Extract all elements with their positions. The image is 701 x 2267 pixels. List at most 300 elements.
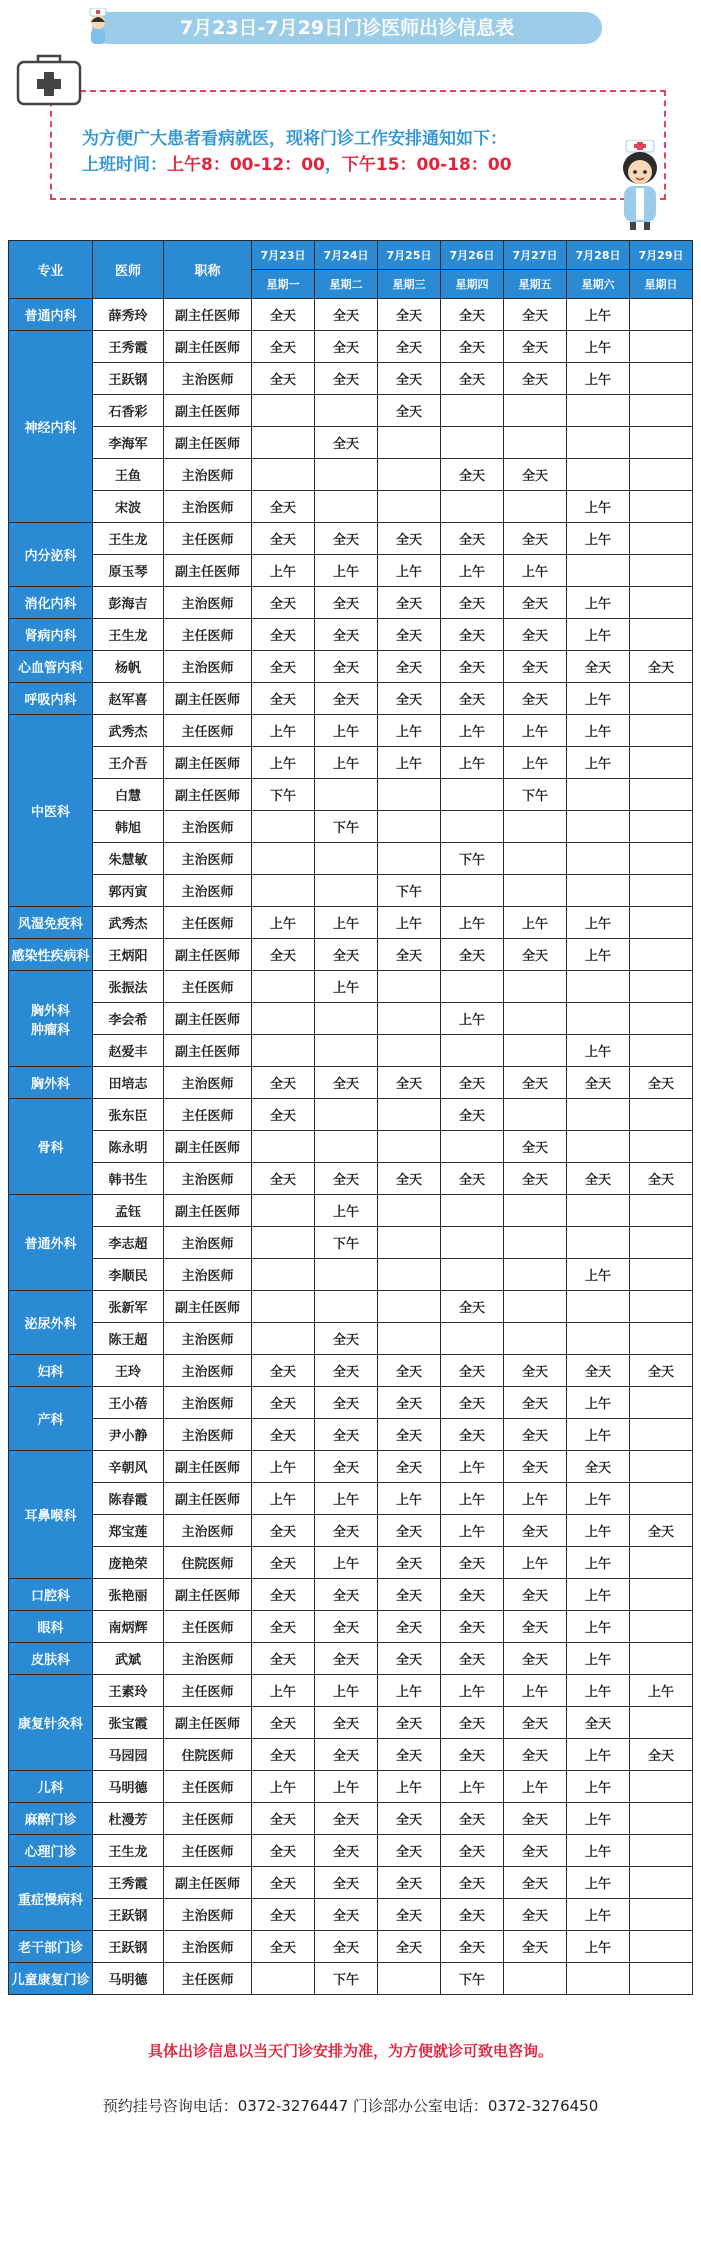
schedule-slot-cell: 全天: [378, 683, 441, 715]
table-row: [9, 715, 693, 747]
schedule-slot-cell: 全天: [441, 1291, 504, 1323]
schedule-slot-cell: [315, 779, 378, 811]
doctor-title-cell: 主治医师: [164, 1163, 252, 1195]
department-cell: 中医科: [9, 715, 93, 907]
schedule-slot-cell: [630, 1035, 693, 1067]
table-row: [9, 747, 693, 779]
schedule-slot-cell: [378, 1963, 441, 1995]
table-row: [9, 1131, 693, 1163]
schedule-slot-cell: 全天: [441, 1803, 504, 1835]
department-cell: 泌尿外科: [9, 1291, 93, 1355]
schedule-slot-cell: 全天: [567, 651, 630, 683]
doctor-title-cell: 主任医师: [164, 1835, 252, 1867]
schedule-slot-cell: 上午: [252, 747, 315, 779]
schedule-slot-cell: 上午: [567, 747, 630, 779]
doctor-title-cell: 副主任医师: [164, 1579, 252, 1611]
doctor-name-cell: 赵爱丰: [93, 1035, 164, 1067]
doctor-title-cell: 主任医师: [164, 1771, 252, 1803]
schedule-slot-cell: [630, 1963, 693, 1995]
schedule-slot-cell: 上午: [441, 1771, 504, 1803]
schedule-slot-cell: [441, 1195, 504, 1227]
schedule-slot-cell: [378, 491, 441, 523]
doctor-name-cell: 石香彩: [93, 395, 164, 427]
schedule-slot-cell: [630, 363, 693, 395]
schedule-slot-cell: 全天: [441, 1835, 504, 1867]
weekday-header: 星期二: [315, 270, 378, 299]
morning-hours: 上午8：00-12：00: [167, 155, 325, 175]
department-cell: 产科: [9, 1387, 93, 1451]
schedule-slot-cell: 上午: [315, 715, 378, 747]
date-header: 7月23日: [252, 241, 315, 270]
schedule-slot-cell: 全天: [252, 1387, 315, 1419]
schedule-slot-cell: 上午: [567, 1899, 630, 1931]
doctor-title-cell: 主治医师: [164, 1899, 252, 1931]
schedule-slot-cell: 全天: [504, 1643, 567, 1675]
doctor-title-cell: 副主任医师: [164, 395, 252, 427]
schedule-slot-cell: [378, 1195, 441, 1227]
schedule-slot-cell: [504, 843, 567, 875]
doctor-title-cell: 主治医师: [164, 843, 252, 875]
schedule-slot-cell: 全天: [315, 523, 378, 555]
schedule-slot-cell: 上午: [441, 747, 504, 779]
department-cell: 眼科: [9, 1611, 93, 1643]
schedule-slot-cell: 全天: [441, 587, 504, 619]
schedule-slot-cell: [441, 811, 504, 843]
schedule-slot-cell: [441, 1035, 504, 1067]
schedule-slot-cell: [630, 1003, 693, 1035]
schedule-slot-cell: 全天: [504, 1739, 567, 1771]
schedule-slot-cell: [315, 1131, 378, 1163]
schedule-slot-cell: 全天: [315, 587, 378, 619]
schedule-slot-cell: 全天: [504, 523, 567, 555]
schedule-slot-cell: 上午: [567, 331, 630, 363]
table-row: [9, 1515, 693, 1547]
schedule-slot-cell: [630, 1291, 693, 1323]
schedule-slot-cell: 全天: [441, 1643, 504, 1675]
doctor-title-cell: 主治医师: [164, 459, 252, 491]
doctor-title-cell: 副主任医师: [164, 555, 252, 587]
department-cell: 皮肤科: [9, 1643, 93, 1675]
schedule-slot-cell: [378, 427, 441, 459]
table-row: [9, 939, 693, 971]
schedule-slot-cell: 上午: [441, 555, 504, 587]
title-banner: [92, 12, 602, 44]
doctor-title-cell: 主治医师: [164, 491, 252, 523]
doctor-title-cell: 主治医师: [164, 363, 252, 395]
schedule-slot-cell: 下午: [315, 1963, 378, 1995]
table-row: [9, 651, 693, 683]
schedule-slot-cell: [630, 299, 693, 331]
schedule-slot-cell: 全天: [315, 1387, 378, 1419]
table-row: [9, 363, 693, 395]
schedule-slot-cell: 上午: [567, 1675, 630, 1707]
doctor-name-cell: 王跃钢: [93, 1899, 164, 1931]
schedule-slot-cell: 全天: [252, 1899, 315, 1931]
table-row: [9, 491, 693, 523]
schedule-slot-cell: [567, 875, 630, 907]
department-cell: 重症慢病科: [9, 1867, 93, 1931]
schedule-slot-cell: 全天: [504, 1419, 567, 1451]
schedule-slot-cell: 全天: [504, 683, 567, 715]
schedule-slot-cell: 全天: [504, 1163, 567, 1195]
department-cell: 康复针灸科: [9, 1675, 93, 1771]
schedule-slot-cell: 全天: [315, 1867, 378, 1899]
schedule-slot-cell: 下午: [441, 1963, 504, 1995]
schedule-slot-cell: 全天: [378, 1579, 441, 1611]
schedule-slot-cell: [252, 427, 315, 459]
table-row: [9, 523, 693, 555]
schedule-slot-cell: 全天: [378, 1355, 441, 1387]
schedule-slot-cell: 下午: [378, 875, 441, 907]
doctor-name-cell: 李顺民: [93, 1259, 164, 1291]
table-row: [9, 843, 693, 875]
table-row: [9, 907, 693, 939]
doctor-title-cell: 副主任医师: [164, 331, 252, 363]
schedule-slot-cell: [630, 811, 693, 843]
schedule-slot-cell: 全天: [504, 1707, 567, 1739]
schedule-slot-cell: 全天: [315, 1931, 378, 1963]
schedule-slot-cell: 全天: [252, 1867, 315, 1899]
schedule-slot-cell: 全天: [378, 1067, 441, 1099]
schedule-slot-cell: [630, 427, 693, 459]
doctor-title-cell: 副主任医师: [164, 779, 252, 811]
doctor-name-cell: 王素玲: [93, 1675, 164, 1707]
schedule-slot-cell: 全天: [504, 619, 567, 651]
schedule-slot-cell: 全天: [504, 331, 567, 363]
doctor-name-cell: 王小蓓: [93, 1387, 164, 1419]
doctor-name-cell: 宋波: [93, 491, 164, 523]
schedule-slot-cell: 全天: [315, 363, 378, 395]
schedule-slot-cell: [315, 1291, 378, 1323]
schedule-slot-cell: [441, 1323, 504, 1355]
schedule-slot-cell: [630, 971, 693, 1003]
schedule-slot-cell: [630, 1227, 693, 1259]
schedule-slot-cell: [630, 491, 693, 523]
schedule-slot-cell: [504, 1195, 567, 1227]
schedule-slot-cell: [630, 555, 693, 587]
contact-phones: 预约挂号咨询电话：0372-3276447 门诊部办公室电话：0372-3276450: [102, 2097, 599, 2115]
schedule-slot-cell: 上午: [441, 1675, 504, 1707]
schedule-slot-cell: 上午: [315, 1771, 378, 1803]
table-row: [9, 1611, 693, 1643]
schedule-slot-cell: [378, 1259, 441, 1291]
schedule-slot-cell: [567, 1963, 630, 1995]
schedule-slot-cell: [441, 875, 504, 907]
schedule-slot-cell: [378, 1131, 441, 1163]
schedule-slot-cell: 全天: [441, 619, 504, 651]
schedule-slot-cell: 上午: [252, 1483, 315, 1515]
schedule-slot-cell: 全天: [441, 299, 504, 331]
schedule-slot-cell: 全天: [315, 1163, 378, 1195]
doctor-name-cell: 赵军喜: [93, 683, 164, 715]
schedule-slot-cell: [630, 1643, 693, 1675]
schedule-slot-cell: 全天: [315, 651, 378, 683]
schedule-slot-cell: 上午: [567, 1579, 630, 1611]
table-row: [9, 587, 693, 619]
schedule-slot-cell: [630, 779, 693, 811]
schedule-slot-cell: 上午: [567, 1483, 630, 1515]
doctor-title-cell: 主治医师: [164, 1643, 252, 1675]
schedule-slot-cell: 全天: [630, 1739, 693, 1771]
doctor-name-cell: 李海军: [93, 427, 164, 459]
schedule-slot-cell: [378, 843, 441, 875]
table-row: [9, 1899, 693, 1931]
schedule-slot-cell: [504, 811, 567, 843]
table-row: [9, 875, 693, 907]
department-cell: 胸外科 肿瘤科: [9, 971, 93, 1067]
schedule-slot-cell: 全天: [378, 523, 441, 555]
doctor-name-cell: 孟钰: [93, 1195, 164, 1227]
doctor-title-cell: 主治医师: [164, 1355, 252, 1387]
schedule-slot-cell: [630, 1131, 693, 1163]
doctor-title-cell: 副主任医师: [164, 1867, 252, 1899]
weekday-header: 星期一: [252, 270, 315, 299]
doctor-title-cell: 主治医师: [164, 1515, 252, 1547]
schedule-slot-cell: 上午: [315, 971, 378, 1003]
schedule-slot-cell: 全天: [441, 523, 504, 555]
schedule-slot-cell: 全天: [441, 1547, 504, 1579]
schedule-slot-cell: 上午: [504, 555, 567, 587]
table-row: [9, 427, 693, 459]
schedule-slot-cell: 全天: [504, 1579, 567, 1611]
schedule-slot-cell: 上午: [567, 1931, 630, 1963]
doctor-title-cell: 主任医师: [164, 619, 252, 651]
schedule-slot-cell: [504, 395, 567, 427]
schedule-slot-cell: [504, 1259, 567, 1291]
schedule-slot-cell: [567, 427, 630, 459]
schedule-slot-cell: [252, 395, 315, 427]
schedule-slot-cell: [252, 1259, 315, 1291]
doctor-name-cell: 王生龙: [93, 1835, 164, 1867]
schedule-slot-cell: [630, 939, 693, 971]
table-row: [9, 619, 693, 651]
schedule-slot-cell: 全天: [441, 1931, 504, 1963]
nurse-icon: [85, 8, 111, 46]
doctor-title-cell: 住院医师: [164, 1739, 252, 1771]
schedule-slot-cell: 下午: [315, 1227, 378, 1259]
doctor-name-cell: 彭海吉: [93, 587, 164, 619]
schedule-slot-cell: 上午: [567, 1643, 630, 1675]
schedule-slot-cell: [630, 1771, 693, 1803]
doctor-title-cell: 副主任医师: [164, 939, 252, 971]
schedule-slot-cell: 全天: [378, 1515, 441, 1547]
schedule-slot-cell: 全天: [378, 1867, 441, 1899]
table-row: [9, 1259, 693, 1291]
department-cell: 肾病内科: [9, 619, 93, 651]
schedule-slot-cell: 全天: [504, 651, 567, 683]
schedule-slot-cell: [252, 459, 315, 491]
doctor-title-cell: 主任医师: [164, 715, 252, 747]
schedule-slot-cell: [504, 1291, 567, 1323]
schedule-slot-cell: [378, 971, 441, 1003]
schedule-slot-cell: [567, 1099, 630, 1131]
schedule-slot-cell: 全天: [315, 683, 378, 715]
schedule-slot-cell: 全天: [378, 299, 441, 331]
doctor-name-cell: 韩书生: [93, 1163, 164, 1195]
doctor-title-cell: 副主任医师: [164, 1707, 252, 1739]
schedule-slot-cell: [567, 811, 630, 843]
schedule-slot-cell: [315, 459, 378, 491]
schedule-slot-cell: 上午: [315, 1483, 378, 1515]
table-row: [9, 683, 693, 715]
schedule-slot-cell: 全天: [252, 363, 315, 395]
doctor-title-cell: 主任医师: [164, 523, 252, 555]
table-row: [9, 1067, 693, 1099]
schedule-slot-cell: [252, 1963, 315, 1995]
doctor-title-cell: 主任医师: [164, 1675, 252, 1707]
schedule-slot-cell: 上午: [252, 555, 315, 587]
schedule-slot-cell: 上午: [630, 1675, 693, 1707]
schedule-slot-cell: 全天: [252, 1547, 315, 1579]
department-cell: 普通外科: [9, 1195, 93, 1291]
doctor-name-cell: 武斌: [93, 1643, 164, 1675]
schedule-slot-cell: [504, 1003, 567, 1035]
schedule-slot-cell: 全天: [441, 1739, 504, 1771]
schedule-slot-cell: [567, 1195, 630, 1227]
weekday-header: 星期五: [504, 270, 567, 299]
schedule-slot-cell: [630, 1931, 693, 1963]
schedule-slot-cell: 全天: [441, 1707, 504, 1739]
schedule-slot-cell: 全天: [441, 331, 504, 363]
table-row: [9, 1163, 693, 1195]
schedule-slot-cell: [441, 1131, 504, 1163]
doctor-name-cell: 张新军: [93, 1291, 164, 1323]
schedule-slot-cell: 上午: [567, 363, 630, 395]
schedule-slot-cell: 上午: [315, 1675, 378, 1707]
doctor-title-cell: 主治医师: [164, 1323, 252, 1355]
schedule-slot-cell: 上午: [567, 1547, 630, 1579]
schedule-slot-cell: 上午: [315, 1547, 378, 1579]
doctor-name-cell: 南炳辉: [93, 1611, 164, 1643]
schedule-slot-cell: 全天: [504, 299, 567, 331]
doctor-title-cell: 主任医师: [164, 1963, 252, 1995]
doctor-name-cell: 郑宝莲: [93, 1515, 164, 1547]
schedule-slot-cell: [252, 1195, 315, 1227]
schedule-slot-cell: [630, 747, 693, 779]
schedule-slot-cell: 上午: [378, 1771, 441, 1803]
doctor-name-cell: 薛秀玲: [93, 299, 164, 331]
table-row: [9, 811, 693, 843]
doctor-title-cell: 副主任医师: [164, 1483, 252, 1515]
schedule-slot-cell: 全天: [252, 651, 315, 683]
schedule-slot-cell: 全天: [378, 1419, 441, 1451]
schedule-slot-cell: 上午: [504, 715, 567, 747]
table-row: [9, 1547, 693, 1579]
doctor-title-cell: 主治医师: [164, 1259, 252, 1291]
doctor-name-cell: 张东臣: [93, 1099, 164, 1131]
schedule-slot-cell: 全天: [315, 1611, 378, 1643]
schedule-slot-cell: 上午: [567, 1515, 630, 1547]
doctor-title-cell: 副主任医师: [164, 1131, 252, 1163]
doctor-title-cell: 主治医师: [164, 1931, 252, 1963]
schedule-slot-cell: [504, 1099, 567, 1131]
schedule-slot-cell: [504, 875, 567, 907]
schedule-slot-cell: 下午: [504, 779, 567, 811]
doctor-name-cell: 陈永明: [93, 1131, 164, 1163]
schedule-slot-cell: 上午: [567, 1035, 630, 1067]
schedule-slot-cell: 全天: [252, 1803, 315, 1835]
schedule-slot-cell: 全天: [315, 331, 378, 363]
schedule-slot-cell: 全天: [378, 1611, 441, 1643]
doctor-title-cell: 副主任医师: [164, 427, 252, 459]
schedule-slot-cell: 上午: [252, 715, 315, 747]
schedule-slot-cell: [378, 1035, 441, 1067]
schedule-slot-cell: 全天: [252, 1579, 315, 1611]
schedule-slot-cell: [252, 1227, 315, 1259]
doctor-name-cell: 李志超: [93, 1227, 164, 1259]
doctor-title-cell: 副主任医师: [164, 1291, 252, 1323]
table-row: [9, 779, 693, 811]
hours-separator: ，: [324, 155, 342, 175]
schedule-slot-cell: [252, 843, 315, 875]
doctor-title-cell: 副主任医师: [164, 683, 252, 715]
department-cell: 感染性疾病科: [9, 939, 93, 971]
schedule-slot-cell: [567, 843, 630, 875]
schedule-slot-cell: 全天: [441, 363, 504, 395]
schedule-slot-cell: [252, 1131, 315, 1163]
table-row: [9, 395, 693, 427]
schedule-slot-cell: [630, 587, 693, 619]
schedule-slot-cell: 全天: [567, 1067, 630, 1099]
schedule-slot-cell: 全天: [378, 1931, 441, 1963]
table-row: [9, 1643, 693, 1675]
table-row: [9, 1707, 693, 1739]
table-row: [9, 1579, 693, 1611]
schedule-slot-cell: 全天: [378, 651, 441, 683]
schedule-slot-cell: 全天: [315, 1323, 378, 1355]
department-cell: 呼吸内科: [9, 683, 93, 715]
weekday-header: 星期日: [630, 270, 693, 299]
schedule-slot-cell: [504, 427, 567, 459]
notice-intro: 为方便广大患者看病就医，现将门诊工作安排通知如下：: [82, 129, 507, 149]
doctor-name-cell: 田培志: [93, 1067, 164, 1099]
schedule-slot-cell: 全天: [252, 1835, 315, 1867]
schedule-slot-cell: 全天: [252, 587, 315, 619]
doctor-title-cell: 主任医师: [164, 907, 252, 939]
department-cell: 口腔科: [9, 1579, 93, 1611]
schedule-slot-cell: 上午: [567, 1771, 630, 1803]
doctor-name-cell: 马园园: [93, 1739, 164, 1771]
schedule-slot-cell: 上午: [504, 1675, 567, 1707]
schedule-slot-cell: [378, 459, 441, 491]
schedule-slot-cell: 全天: [504, 939, 567, 971]
schedule-slot-cell: 上午: [567, 1611, 630, 1643]
schedule-slot-cell: [504, 1227, 567, 1259]
schedule-slot-cell: 全天: [315, 427, 378, 459]
schedule-slot-cell: [630, 1707, 693, 1739]
schedule-slot-cell: [630, 1899, 693, 1931]
schedule-slot-cell: [567, 1131, 630, 1163]
schedule-slot-cell: 全天: [378, 1387, 441, 1419]
schedule-slot-cell: 下午: [252, 779, 315, 811]
doctor-title-cell: 副主任医师: [164, 1195, 252, 1227]
department-cell: 心血管内科: [9, 651, 93, 683]
schedule-slot-cell: 全天: [441, 1867, 504, 1899]
schedule-slot-cell: [252, 811, 315, 843]
table-row: [9, 1963, 693, 1995]
schedule-slot-cell: 全天: [252, 1739, 315, 1771]
doctor-name-cell: 王炳阳: [93, 939, 164, 971]
schedule-slot-cell: [378, 1291, 441, 1323]
doctor-title-cell: 主治医师: [164, 1387, 252, 1419]
doctor-name-cell: 白慧: [93, 779, 164, 811]
schedule-slot-cell: 上午: [567, 299, 630, 331]
schedule-slot-cell: 全天: [504, 363, 567, 395]
department-cell: 耳鼻喉科: [9, 1451, 93, 1579]
schedule-slot-cell: 全天: [630, 1515, 693, 1547]
doctor-title-cell: 主治医师: [164, 1227, 252, 1259]
table-row: [9, 1675, 693, 1707]
